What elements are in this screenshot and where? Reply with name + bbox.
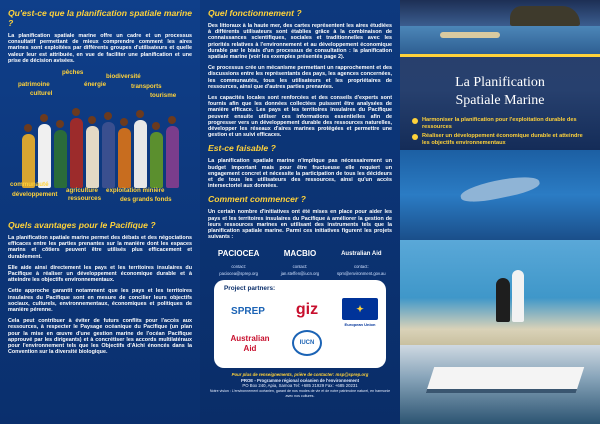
paragraph-how-2: Ce processus crée un mécanisme permettant un rapprochement et des discussions entre les représentants des pays, les agences concernées, les communautés, tous les utilisateurs et les propriétaires de ressources, ainsi que d'autres parties prenantes. [208,65,392,90]
heading-how-to-start: Comment commencer ? [208,194,306,205]
person-figure [102,122,115,188]
ship-icon [426,367,584,393]
person-figure [118,128,131,188]
paragraph-how-3: Les capacités locales sont renforcées et des conseils d'experts sont fournis afin que les données collectées puissent être analysées de manière efficace. Les pays et les territoires insulaires du Pacifique peuvent ensuite utiliser ces informations essentielles afin de progresser vers un développement durable des ressources naturelles, développer les réseaux d'aires marines protégées et permettre une gestion et un suivi efficaces. [208,95,392,139]
label-agriculture: agriculture [66,187,98,195]
person-figure [70,118,83,188]
panel-middle [200,0,400,424]
label-energie: énergie [84,81,107,89]
cover-title-line1: La Planification [455,75,545,90]
eu-stars-icon: ✦ [356,303,364,314]
person-figure [134,120,147,188]
logo-paciocea-block [211,245,267,276]
contact-email-link[interactable]: paciocea@sprep.org [219,271,259,277]
person-figure [496,278,510,322]
lagoon-image [400,26,600,54]
panel-left [0,0,200,424]
initiative-logos [208,245,392,276]
label-exploitation: exploitation minière [106,187,165,195]
logo-australian-aid-block [333,245,389,276]
person-head [88,116,96,124]
label-biodiversite: biodiversité [106,73,141,81]
person-head [168,116,176,124]
heading-what-is-msp: Qu'est-ce que la planification spatiale marine ? [8,8,192,28]
dolphin-photo [400,150,600,240]
label-tourisme: tourisme [150,92,177,100]
eu-flag-logo [342,298,378,320]
heading-pacific-benefits: Quels avantages pour le Pacifique ? [8,220,156,231]
contact-label: contact: [353,264,369,270]
contact-email-link[interactable]: jan.steffen@iucn.org [280,271,320,277]
bullet-icon [412,118,418,124]
australian-aid-partner-logo: Australian [230,333,270,343]
project-partners-box [214,280,386,368]
canoe-image [440,32,500,38]
heading-how-it-works: Quel fonctionnement ? [208,8,302,18]
person-head [120,118,128,126]
sprep-logo: SPREP [231,305,265,317]
paragraph-benefits-3: Cette approche garantit notamment que les pays et les territoires insulaires du Pacifique sont en mesure de concilier leurs objectifs sociaux, culturels, environnementaux, économiques et politiques de manière pérenne. [8,288,192,314]
label-ressources: ressources [68,195,102,203]
partners-title: Project partners: [224,285,276,293]
contact-label: contact: [292,264,308,270]
person-head [104,112,112,120]
paragraph-feasible: La planification spatiale marine n'implique pas nécessairement un budget important mais pour être fructueuse elle requiert un engagement concret et nécessite la participation de tous les décideurs et de tous les utilisateurs des ressources, ainsi qu'un accès intersectoriel aux données. [208,158,392,190]
bullet-text: Harmoniser la planification pour l'exploitation durable des ressources [422,117,577,130]
bullet-text: Réaliser un développement économique durable et atteindre les objectifs environnementaux [422,133,583,146]
heading-feasible: Est-ce faisable ? [208,143,276,154]
paragraph-benefits-2: Elle aide ainsi directement les pays et les territoires insulaires du Pacifique à réaliser un développement économique durable et à atteindre les objectifs environnementaux. [8,264,192,284]
paragraph-start: Un certain nombre d'initiatives ont été mises en place pour aider les pays et les territoires insulaires du Pacifique à améliorer la gestion de leurs ressources marines en utilisant des instruments tels que la planification spatiale marine. Parmi ces initiatives figurent les projets suivants : [208,209,392,241]
label-communaute: communauté [10,181,49,189]
divider-line [400,54,600,57]
stakeholders-illustration [8,69,192,214]
cover-bullets [412,117,592,149]
footer-address: PO Box 240, Apia, Samoa Tel: +685 21929 Fax: +685 20231 [242,383,358,389]
paragraph-intro: La planification spatiale marine offre un cadre et un processus consultatif permettant de mieux comprendre comment les aires marines sont exploitées par différents groupes d'utilisateurs et quelle valeur leur est attribuée, en vue de faciliter une planification et une prise de décision avisées. [8,33,192,64]
eu-label: European Union [344,321,376,327]
person-head [24,124,32,132]
label-grands-fonds: des grands fonds [120,196,172,204]
label-transports: transports [131,83,162,91]
person-head [56,120,64,128]
person-figure [512,270,524,322]
paciocea-logo: PACIOCEA [217,249,260,259]
contact-email-link[interactable]: spm@environment.gov.au [336,271,386,277]
bullet-item [412,133,592,146]
footer-vision: Notre vision : L'environnement océanien, garant de nos modes de vie et de notre patrimoine naturel, en harmonie avec nos cultures. [209,388,391,399]
island-image [510,6,580,26]
bullet-icon [412,134,418,140]
footer-org: PROE - Programme régional océanien de l'environnement [240,377,360,383]
australian-aid-partner-logo-line2: Aid [243,343,257,353]
label-developpement: développement [12,191,58,199]
giz-logo: giz [295,301,319,319]
cover-title [400,74,600,110]
paragraph-how-1: Des littoraux à la haute mer, des cartes représentent les aires étudiées à différents utilisateurs sont établies grâce à la combinaison de connaissances scientifiques, sociales et traditionnelles avec les priorités relatives à l'environnement et au développement économique durable par le biais d'un processus de consultation : la planification spatiale marine (voir les exemples présentés page 2). [208,23,392,61]
iucn-logo: IUCN [292,330,322,356]
cover-title-line2: Spatiale Marine [455,93,545,108]
footer-block [208,372,392,399]
person-head [72,108,80,116]
cruise-ship-photo [400,345,600,424]
person-head [136,110,144,118]
paragraph-benefits-1: La planification spatiale marine permet des débats et des négociations efficaces entre les parties prenantes sur la manière dont les espaces marins et côtiers peuvent être utilisés plus efficacement et durablement. [8,235,192,260]
dolphin-icon [459,172,541,206]
paragraph-benefits-4: Cela peut contribuer à éviter de futurs conflits pour l'accès aux ressources, à respecter le Paysage océanique du Pacifique (un plan pour la mise en œuvre d'une gestion marine de l'océan Pacifique approuvé par les dirigeants) et à concrétiser les accords multilatéraux pour l'environnement tels que les Objectifs d'Aichi énoncés dans la Convention sur la diversité biologique. [8,318,192,356]
person-figure [38,124,51,188]
footer-contact: Pour plus de renseignements, prière de contacter: msp@sprep.org [231,372,369,378]
label-peches: pêches [62,69,84,77]
macbio-logo: MACBIO [283,249,317,259]
label-culturel: culturel [30,90,53,98]
bullet-item [412,117,592,130]
person-head [152,122,160,130]
australian-aid-logo: Australian Aid [341,250,382,257]
label-patrimoine: patrimoine [18,81,50,89]
person-figure [166,126,179,188]
beach-photo [400,240,600,345]
cover-header [400,0,600,150]
person-head [40,114,48,122]
person-figure [54,130,67,188]
panel-cover [400,0,600,424]
person-figure [86,126,99,188]
logo-macbio-block [272,245,328,276]
contact-label: contact: [231,264,246,270]
person-figure [22,134,35,188]
person-figure [150,132,163,188]
